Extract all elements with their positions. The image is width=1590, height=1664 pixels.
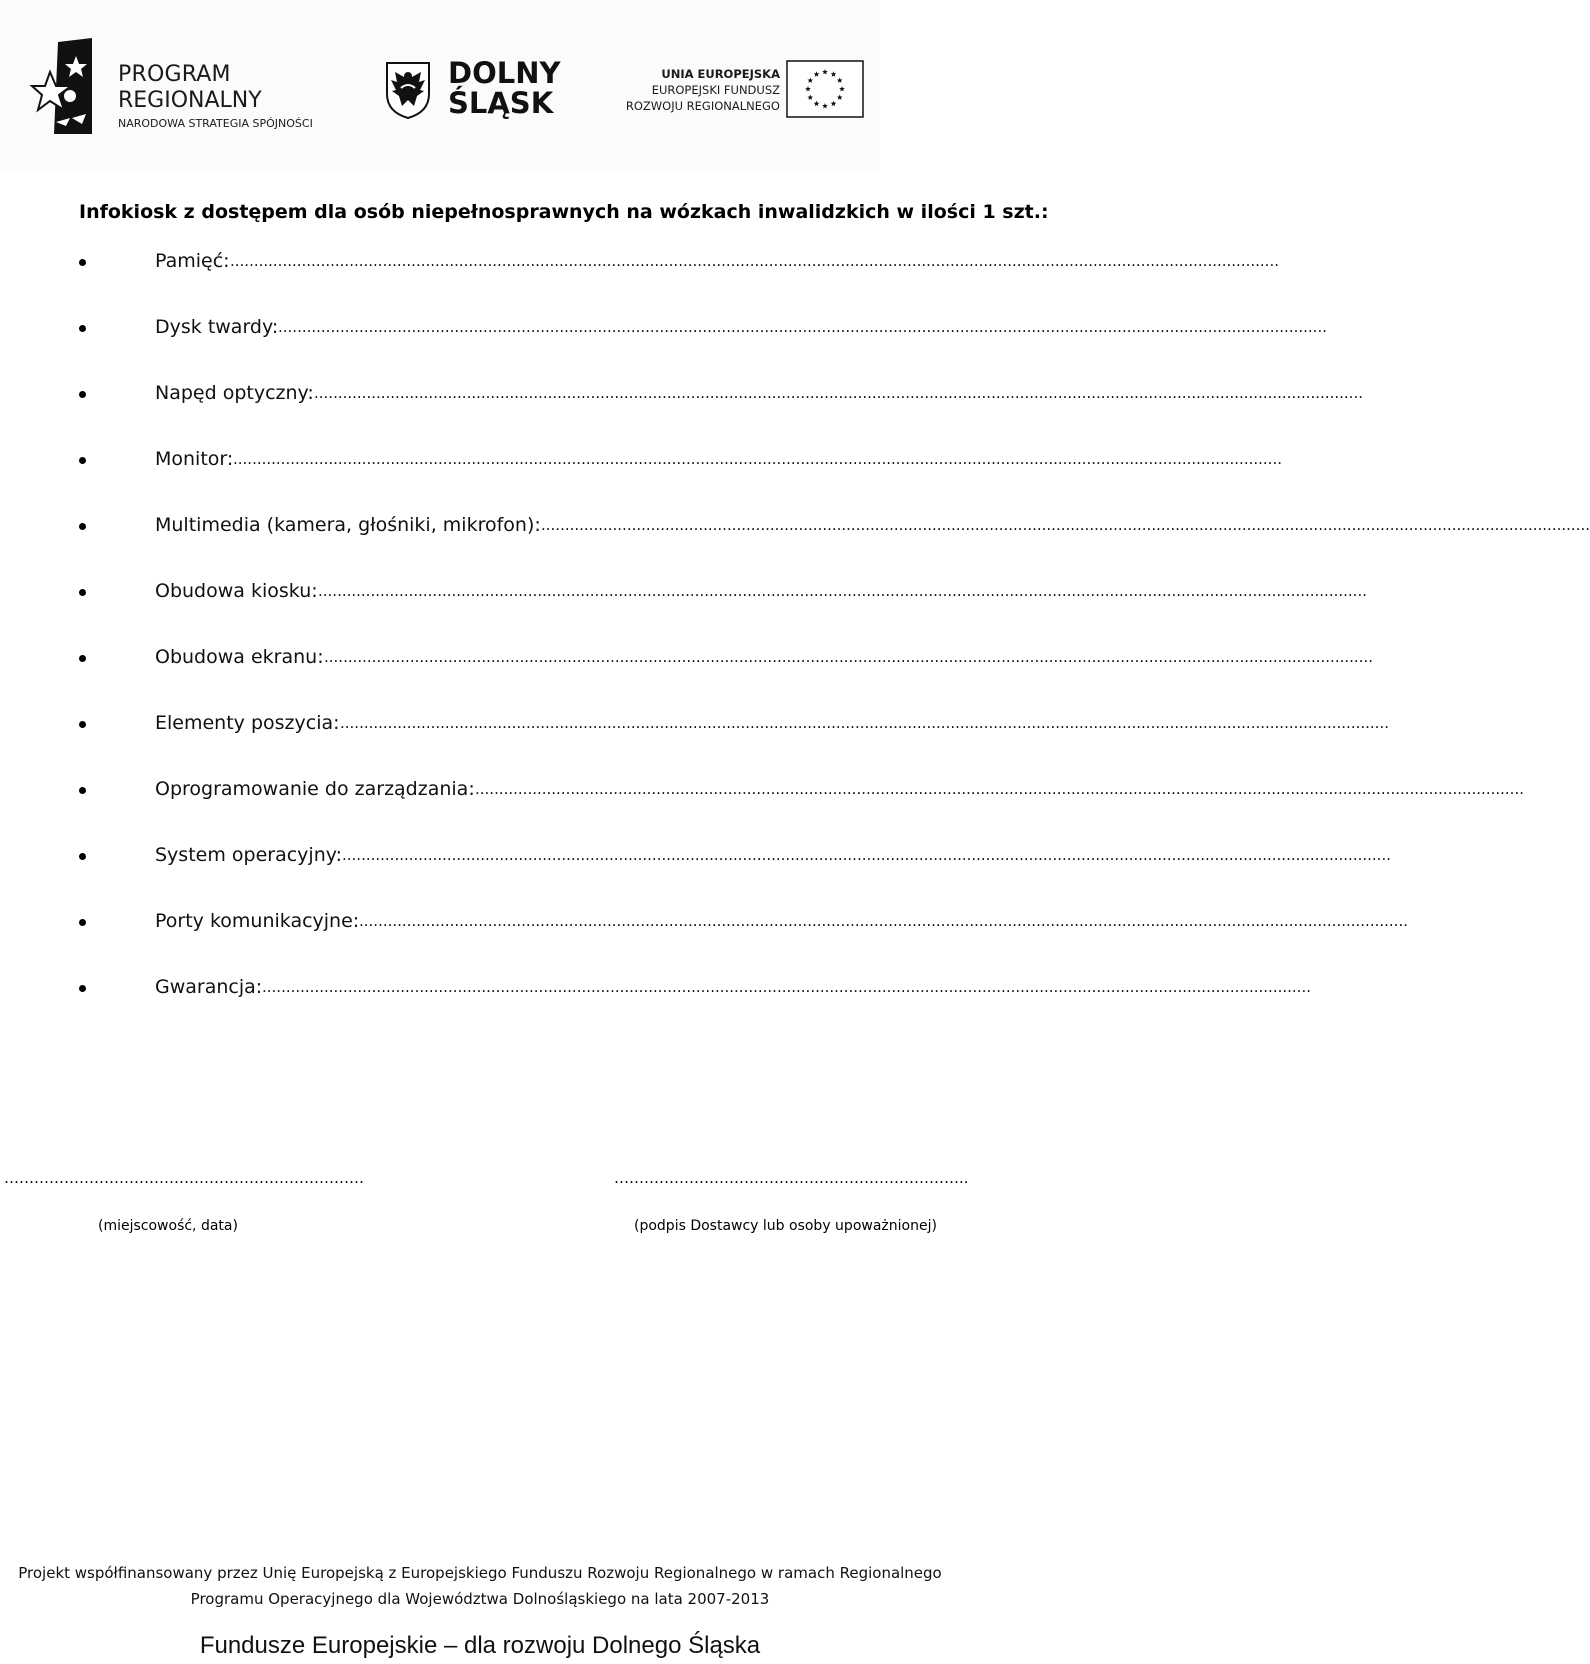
footer-cofinancing-note bbox=[0, 1560, 960, 1612]
eu-flag-icon bbox=[786, 60, 864, 118]
spec-item bbox=[0, 314, 1327, 380]
logo-header bbox=[0, 0, 880, 172]
spec-item-label: Multimedia (kamera, głośniki, mikrofon): bbox=[155, 514, 541, 536]
spec-item-label: Napęd optyczny: bbox=[155, 382, 314, 404]
bullet-icon bbox=[79, 259, 86, 266]
place-date-field[interactable]: ……………………………………………………………… bbox=[4, 1169, 364, 1187]
spec-item bbox=[0, 842, 1391, 908]
spec-item bbox=[0, 380, 1363, 446]
spec-item-fill-field[interactable]: ............................................................................................................................................................................................................................ bbox=[340, 714, 1389, 732]
spec-item-fill-field[interactable]: ............................................................................................................................................................................................................................ bbox=[314, 384, 1363, 402]
spec-item-label: Porty komunikacyjne: bbox=[155, 910, 360, 932]
signature-caption: (podpis Dostawcy lub osoby upoważnionej) bbox=[634, 1218, 937, 1234]
spec-item bbox=[0, 248, 1279, 314]
spec-item-label: Pamięć: bbox=[155, 250, 230, 272]
star-figure-icon bbox=[36, 38, 116, 138]
spec-item bbox=[0, 908, 1408, 974]
footer-line1: Projekt współfinansowany przez Unię Europejską z Europejskiego Funduszu Rozwoju Regionalnego w ramach Regionalnego bbox=[18, 1564, 942, 1582]
eagle-crest-icon bbox=[384, 60, 432, 120]
eu-logo-line3: ROZWOJU REGIONALNEGO bbox=[625, 99, 780, 113]
spec-item-label: Dysk twardy: bbox=[155, 316, 279, 338]
bullet-icon bbox=[79, 985, 86, 992]
program-logo-line1: PROGRAM bbox=[118, 62, 231, 87]
spec-item-label: Obudowa kiosku: bbox=[155, 580, 318, 602]
eu-logo-line2: EUROPEJSKI FUNDUSZ bbox=[651, 83, 780, 97]
spec-item bbox=[0, 710, 1389, 776]
bullet-icon bbox=[79, 787, 86, 794]
spec-item-label: Gwarancja: bbox=[155, 976, 263, 998]
spec-item-label: Obudowa ekranu: bbox=[155, 646, 324, 668]
footer-tagline: Fundusze Europejskie – dla rozwoju Dolnego Śląska bbox=[199, 1632, 761, 1659]
spec-item bbox=[0, 644, 1373, 710]
spec-item-fill-field[interactable]: ............................................................................................................................................................................................................................ bbox=[541, 516, 1590, 534]
bullet-icon bbox=[79, 655, 86, 662]
spec-item-label: Oprogramowanie do zarządzania: bbox=[155, 778, 475, 800]
spec-item-fill-field[interactable]: ............................................................................................................................................................................................................................ bbox=[359, 912, 1408, 930]
spec-item-fill-field[interactable]: ............................................................................................................................................................................................................................ bbox=[278, 318, 1327, 336]
spec-item-fill-field[interactable]: ............................................................................................................................................................................................................................ bbox=[324, 648, 1373, 666]
dolny-slask-logo bbox=[384, 58, 574, 124]
eu-logo-line1: UNIA EUROPEJSKA bbox=[661, 67, 780, 81]
region-logo-line2: ŚLĄSK bbox=[448, 86, 554, 120]
bullet-icon bbox=[79, 523, 86, 530]
specification-list bbox=[0, 248, 1590, 1040]
program-logo-line3: NARODOWA STRATEGIA SPÓJNOŚCI bbox=[118, 117, 313, 130]
program-regionalny-logo bbox=[36, 38, 326, 138]
bullet-icon bbox=[79, 391, 86, 398]
region-logo-line1: DOLNY bbox=[448, 56, 561, 90]
spec-item-label: Monitor: bbox=[155, 448, 234, 470]
spec-item-fill-field[interactable]: ............................................................................................................................................................................................................................ bbox=[262, 978, 1311, 996]
spec-item bbox=[0, 578, 1367, 644]
spec-item-label: Elementy poszycia: bbox=[155, 712, 340, 734]
spec-item-fill-field[interactable]: ............................................................................................................................................................................................................................ bbox=[475, 780, 1524, 798]
spec-item bbox=[0, 776, 1524, 842]
document-title: Infokiosk z dostępem dla osób niepełnosprawnych na wózkach inwalidzkich w ilości 1 szt.: bbox=[79, 201, 1049, 223]
spec-item-fill-field[interactable]: ............................................................................................................................................................................................................................ bbox=[233, 450, 1282, 468]
bullet-icon bbox=[79, 457, 86, 464]
spec-item bbox=[0, 974, 1311, 1040]
bullet-icon bbox=[79, 589, 86, 596]
bullet-icon bbox=[79, 325, 86, 332]
spec-item bbox=[0, 446, 1282, 512]
signature-field[interactable]: …………………………………………………………….. bbox=[614, 1169, 969, 1187]
spec-item bbox=[0, 512, 1590, 578]
spec-item-fill-field[interactable]: ............................................................................................................................................................................................................................ bbox=[230, 252, 1279, 270]
spec-item-fill-field[interactable]: ............................................................................................................................................................................................................................ bbox=[342, 846, 1391, 864]
spec-item-fill-field[interactable]: ............................................................................................................................................................................................................................ bbox=[318, 582, 1367, 600]
bullet-icon bbox=[79, 919, 86, 926]
eu-fund-logo bbox=[620, 56, 870, 122]
spec-item-label: System operacyjny: bbox=[155, 844, 342, 866]
bullet-icon bbox=[79, 853, 86, 860]
bullet-icon bbox=[79, 721, 86, 728]
place-date-caption: (miejscowość, data) bbox=[98, 1218, 238, 1234]
footer-line2: Programu Operacyjnego dla Województwa Dolnośląskiego na lata 2007-2013 bbox=[190, 1590, 770, 1608]
program-logo-line2: REGIONALNY bbox=[118, 88, 262, 113]
